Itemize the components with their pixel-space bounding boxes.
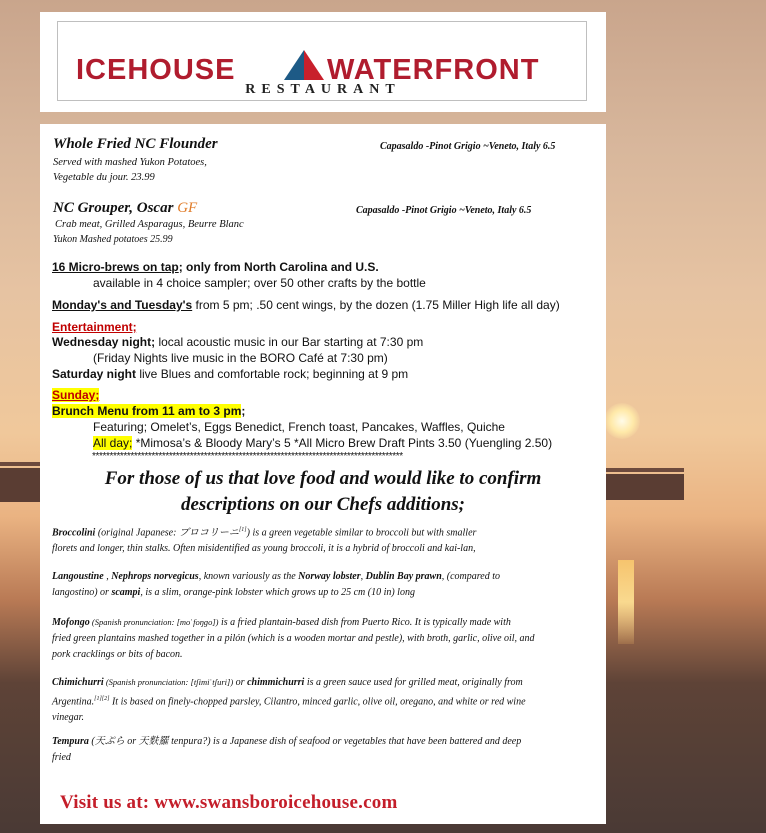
allday-line bbox=[93, 436, 552, 450]
saturday-rest: live Blues and comfortable rock; beginning at 9 pm bbox=[136, 367, 409, 381]
dish-grouper-name bbox=[53, 200, 197, 217]
friday-line: (Friday Nights live music in the BORO Café at 7:30 pm) bbox=[93, 351, 388, 365]
chimichurri-text2a: Argentina. bbox=[52, 696, 95, 708]
chimichurri-term: Chimichurri bbox=[52, 677, 104, 688]
dish-flounder-desc1: Served with mashed Yukon Potatoes, bbox=[53, 157, 207, 168]
logo-frame bbox=[57, 21, 587, 101]
logo bbox=[76, 42, 562, 86]
glossary-headline-2: descriptions on our Chefs additions; bbox=[181, 494, 465, 515]
dish-grouper-title: NC Grouper, Oscar bbox=[53, 200, 174, 216]
mofongo-text3: pork cracklings or bits of bacon. bbox=[52, 649, 183, 660]
dish-grouper-desc2: Yukon Mashed potatoes 25.99 bbox=[53, 234, 173, 245]
langoustine-text1: , known variously as the bbox=[198, 571, 299, 582]
chimichurri-ref: [1][2] bbox=[94, 696, 110, 702]
wings-title: Monday's and Tuesday's bbox=[52, 298, 193, 312]
brunch-title: Brunch Menu from 11 am to 3 pm bbox=[52, 404, 242, 418]
entertainment-title: Entertainment; bbox=[52, 320, 137, 334]
featuring-line: Featuring; Omelet’s, Eggs Benedict, French toast, Pancakes, Waffles, Quiche bbox=[93, 420, 505, 434]
broccolini-ref: [1] bbox=[238, 527, 247, 533]
sun bbox=[604, 403, 640, 439]
allday-title: All day; bbox=[93, 436, 133, 450]
glossary-chimichurri bbox=[52, 674, 587, 726]
sunday-title-text: Sunday; bbox=[52, 388, 100, 402]
wings-rest: from 5 pm; .50 cent wings, by the dozen (1.75 Miller High life all day) bbox=[192, 298, 560, 312]
dish-grouper-wine: Capasaldo -Pinot Grigio ~Veneto, Italy 6.5 bbox=[356, 205, 532, 216]
sunday-title bbox=[52, 388, 99, 402]
sun-reflection bbox=[618, 560, 634, 644]
restaurant-header bbox=[40, 12, 606, 112]
mofongo-pron: (Spanish pronunciation: [moˈfoŋɡo]) bbox=[89, 617, 219, 627]
bridge-left bbox=[0, 468, 40, 502]
tempura-text1: tenpura bbox=[171, 736, 203, 747]
allday-rest: *Mimosa’s & Bloody Mary’s 5 *All Micro Brew Draft Pints 3.50 (Yuengling 2.50) bbox=[132, 436, 553, 450]
brunch-rest: ; bbox=[241, 404, 246, 418]
chimmichurri-term: chimmichurri bbox=[247, 677, 305, 688]
brews-line bbox=[52, 260, 379, 274]
chimichurri-text2b: It is based on finely-chopped parsley, Cilantro, minced garlic, olive oil, oregano, and white or red wine bbox=[109, 696, 526, 708]
dish-grouper-desc1: Crab meat, Grilled Asparagus, Beurre Blanc bbox=[55, 219, 244, 230]
broccolini-text2: florets and longer, thin stalks. Often misidentified as young broccoli, it is a hybrid of broccoli and kai-lan, bbox=[52, 543, 476, 555]
chimichurri-pron: (Spanish pronunciation: [tʃimiˈtʃuri]) bbox=[103, 677, 234, 687]
saturday-title: Saturday night bbox=[52, 367, 137, 381]
tempura-term: Tempura bbox=[52, 736, 89, 747]
glossary-headline-1: For those of us that love food and would like to confirm bbox=[104, 468, 542, 489]
brews-title: 16 Micro-brews on tap bbox=[52, 260, 179, 274]
wednesday-rest: local acoustic music in our Bar starting at 7:30 pm bbox=[155, 335, 424, 349]
langoustine-sep: , bbox=[103, 571, 112, 582]
tempura-jp: (天ぷら or 天麩羅 bbox=[88, 736, 172, 747]
mofongo-text1: is a fried plantain-based dish from Puerto Rico. It is typically made with bbox=[218, 617, 511, 628]
langoustine-text4: , is a slim, orange-pink lobster which grows up to 25 cm (10 in) long bbox=[140, 587, 415, 598]
wednesday-title: Wednesday night; bbox=[52, 335, 156, 349]
glossary-langoustine bbox=[52, 569, 587, 601]
tempura-text2: ?) is a Japanese dish of seafood or vegetables that have been battered and deep bbox=[202, 736, 522, 747]
wings-line bbox=[52, 298, 560, 312]
bridge-right bbox=[604, 474, 684, 500]
glossary-broccolini bbox=[52, 522, 587, 557]
wednesday-line bbox=[52, 335, 423, 349]
broccolini-text1: ) is a green vegetable similar to broccoli but with smaller bbox=[246, 527, 477, 539]
scampi-term: scampi bbox=[111, 587, 141, 598]
langoustine-text3: langostino) or bbox=[52, 587, 112, 598]
stars-divider: ***************************************************************************************** bbox=[92, 451, 403, 462]
chimichurri-text3: vinegar. bbox=[52, 712, 84, 724]
dish-flounder-desc2: Vegetable du jour. 23.99 bbox=[53, 172, 155, 183]
chimichurri-text1: is a green sauce used for grilled meat, originally from bbox=[304, 677, 523, 688]
dish-flounder-name: Whole Fried NC Flounder bbox=[53, 136, 218, 152]
brews-rest: ; only from North Carolina and U.S. bbox=[178, 260, 379, 274]
dublin-bay-term: Dublin Bay prawn bbox=[365, 571, 442, 582]
sailboat-icon bbox=[282, 48, 326, 82]
gluten-free-badge: GF bbox=[177, 200, 198, 216]
menu-card bbox=[40, 124, 606, 824]
norway-lobster-term: Norway lobster bbox=[298, 571, 361, 582]
brand-left: ICEHOUSE bbox=[76, 54, 236, 86]
brand-right: WATERFRONT bbox=[327, 54, 540, 86]
mofongo-text2: fried green plantains mashed together in a pilón (which is a wooden mortar and pestle), with broth, garlic, olive oil, and bbox=[52, 633, 535, 644]
langoustine-comma: , bbox=[360, 571, 366, 582]
mofongo-term: Mofongo bbox=[52, 617, 90, 628]
nephrops-term: Nephrops norvegicus bbox=[111, 571, 199, 582]
langoustine-term: Langoustine bbox=[52, 571, 104, 582]
dish-flounder-wine: Capasaldo -Pinot Grigio ~Veneto, Italy 6.5 bbox=[380, 141, 556, 152]
saturday-line bbox=[52, 367, 408, 381]
chimichurri-or: or bbox=[233, 677, 248, 688]
glossary-tempura bbox=[52, 734, 587, 766]
watermark: menupix bbox=[528, 740, 604, 762]
broccolini-term: Broccolini bbox=[52, 527, 96, 539]
langoustine-text2: , (compared to bbox=[441, 571, 501, 582]
brews-line2: available in 4 choice sampler; over 50 other crafts by the bottle bbox=[93, 276, 426, 290]
brunch-line bbox=[52, 404, 245, 418]
glossary-mofongo bbox=[52, 614, 587, 663]
tempura-text3: fried bbox=[52, 752, 71, 763]
broccolini-jp: (original Japanese: ブロコリーニ bbox=[95, 527, 239, 539]
brand-sub: RESTAURANT bbox=[245, 82, 401, 97]
website-link[interactable]: Visit us at: www.swansboroicehouse.com bbox=[60, 792, 398, 813]
